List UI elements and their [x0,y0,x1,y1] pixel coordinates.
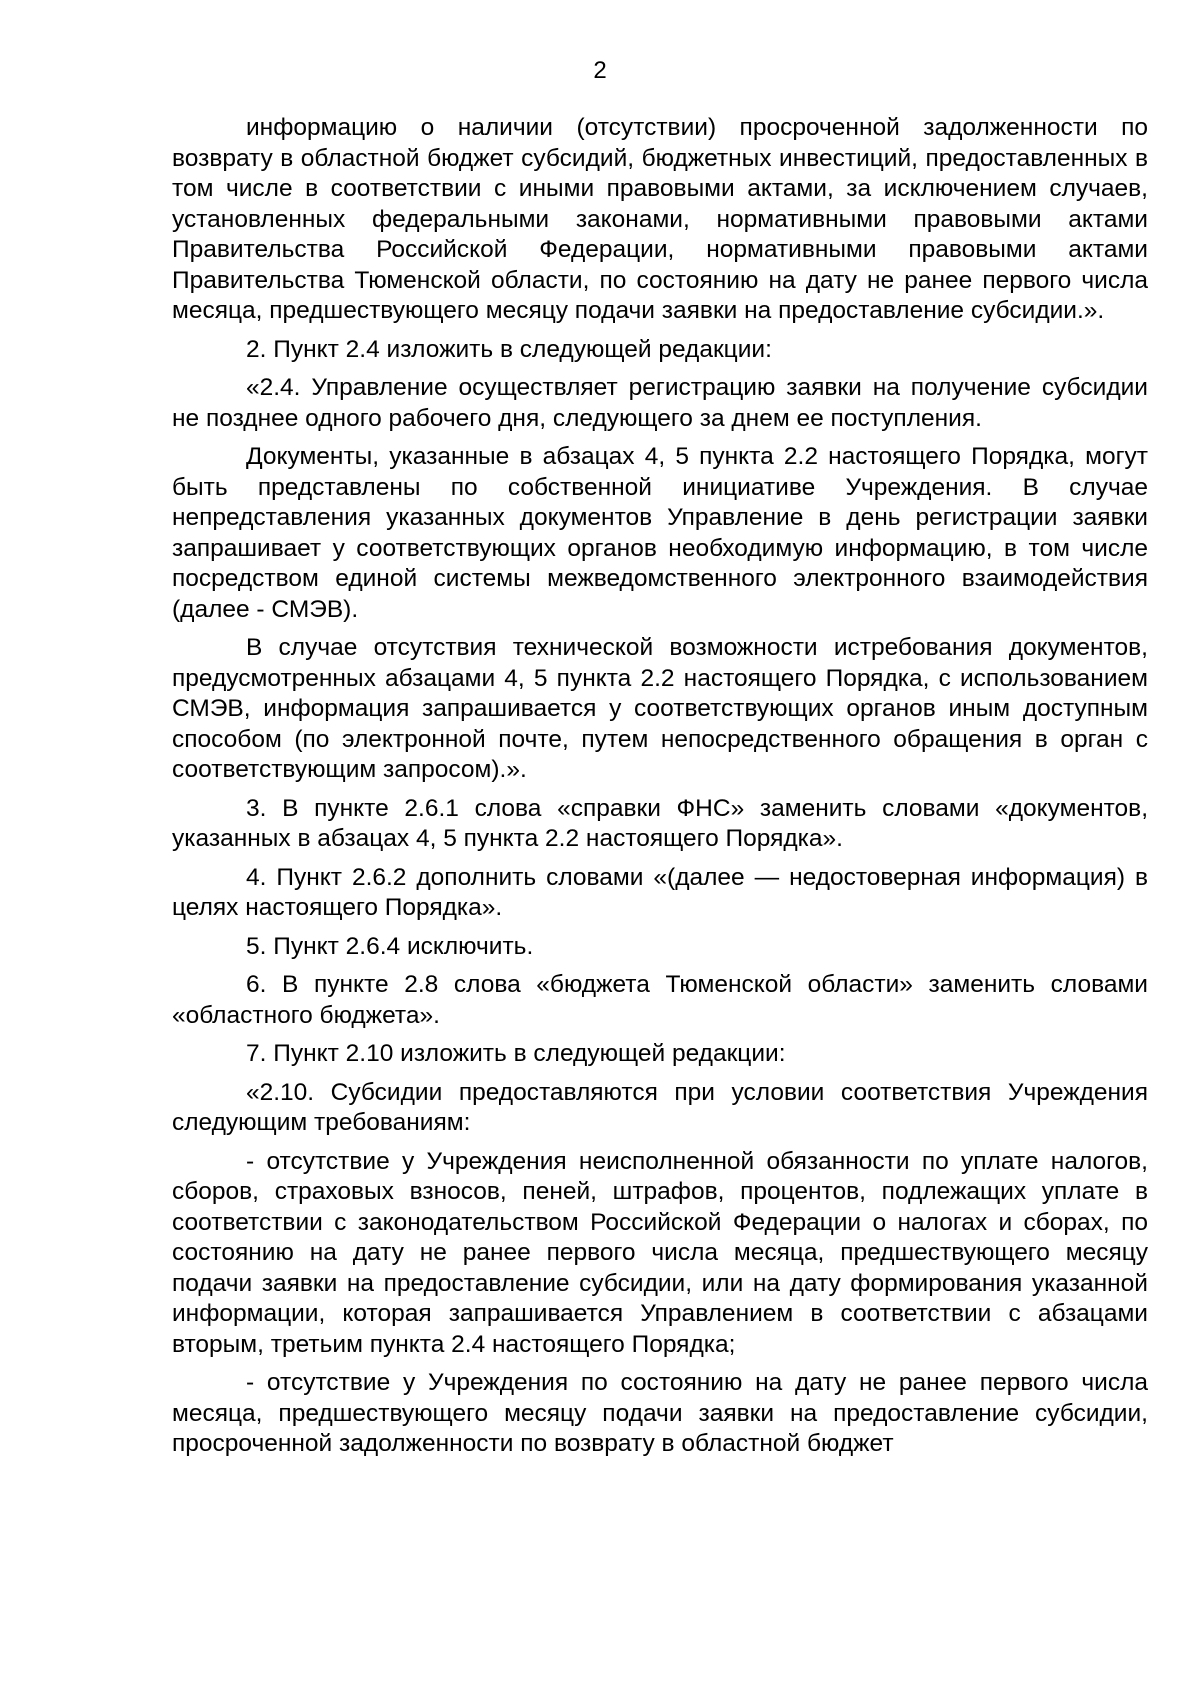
paragraph-requirement-debt: - отсутствие у Учреждения по состоянию на дату не ранее первого числа месяца, предшествующего месяцу подачи заявки на предоставление субсидии, просроченной задолженности по возврату в областной бюджет [172,1369,1148,1457]
paragraph-documents: Документы, указанные в абзацах 4, 5 пункта 2.2 настоящего Порядка, могут быть представлены по собственной инициативе Учреждения. В случае непредставления указанных документов Управление в день регистрации заявки запрашивает у соответствующих органов необходимую информацию, в том числе посредством единой системы межведомственного электронного взаимодействия (далее - СМЭВ). [172,443,1148,623]
document-body [172,113,1148,1468]
paragraph-item-6: 6. В пункте 2.8 слова «бюджета Тюменской области» заменить словами «областного бюджета». [172,971,1148,1029]
paragraph-clause-2-10: «2.10. Субсидии предоставляются при условии соответствия Учреждения следующим требованиям: [172,1078,1148,1136]
paragraph-item-2: 2. Пункт 2.4 изложить в следующей редакции: [246,335,772,363]
paragraph-clause-2-4: «2.4. Управление осуществляет регистрацию заявки на получение субсидии не позднее одного рабочего дня, следующего за днем ее поступления. [172,374,1148,432]
paragraph-smev: В случае отсутствия технической возможности истребования документов, предусмотренных абзацами 4, 5 пункта 2.2 настоящего Порядка, с использованием СМЭВ, информация запрашивается у соответствующих органов иным доступным способом (по электронной почте, путем непосредственного обращения в орган с соответствующим запросом).». [172,634,1148,783]
paragraph-continuation: информацию о наличии (отсутствии) просроченной задолженности по возврату в областной бюджет субсидий, бюджетных инвестиций, предоставленных в том числе в соответствии с иными правовыми актами, за исключением случаев, установленных федеральными законами, нормативными правовыми актами Правительства Российской Федерации, нормативными правовыми актами Правительства Тюменской области, по состоянию на дату не ранее первого числа месяца, предшествующего месяцу подачи заявки на предоставление субсидии.». [172,114,1148,324]
page-number: 2 [593,57,607,84]
paragraph-item-3: 3. В пункте 2.6.1 слова «справки ФНС» заменить словами «документов, указанных в абзацах 4, 5 пункта 2.2 настоящего Порядка». [172,794,1148,852]
paragraph-item-7: 7. Пункт 2.10 изложить в следующей редакции: [246,1040,786,1067]
paragraph-item-4: 4. Пункт 2.6.2 дополнить словами «(далее — недостоверная информация) в целях настоящего Порядка». [172,863,1148,921]
paragraph-item-5: 5. Пункт 2.6.4 исключить. [246,932,534,960]
paragraph-requirement-taxes: - отсутствие у Учреждения неисполненной обязанности по уплате налогов, сборов, страховых взносов, пеней, штрафов, процентов, подлежащих уплате в соответствии с законодательством Российской Федерации о налогах и сборах, по состоянию на дату не ранее первого числа месяца, предшествующего месяцу подачи заявки на предоставление субсидии, или на дату формирования указанной информации, которая запрашивается Управлением в соответствии с абзацами вторым, третьим пункта 2.4 настоящего Порядка; [172,1147,1148,1358]
